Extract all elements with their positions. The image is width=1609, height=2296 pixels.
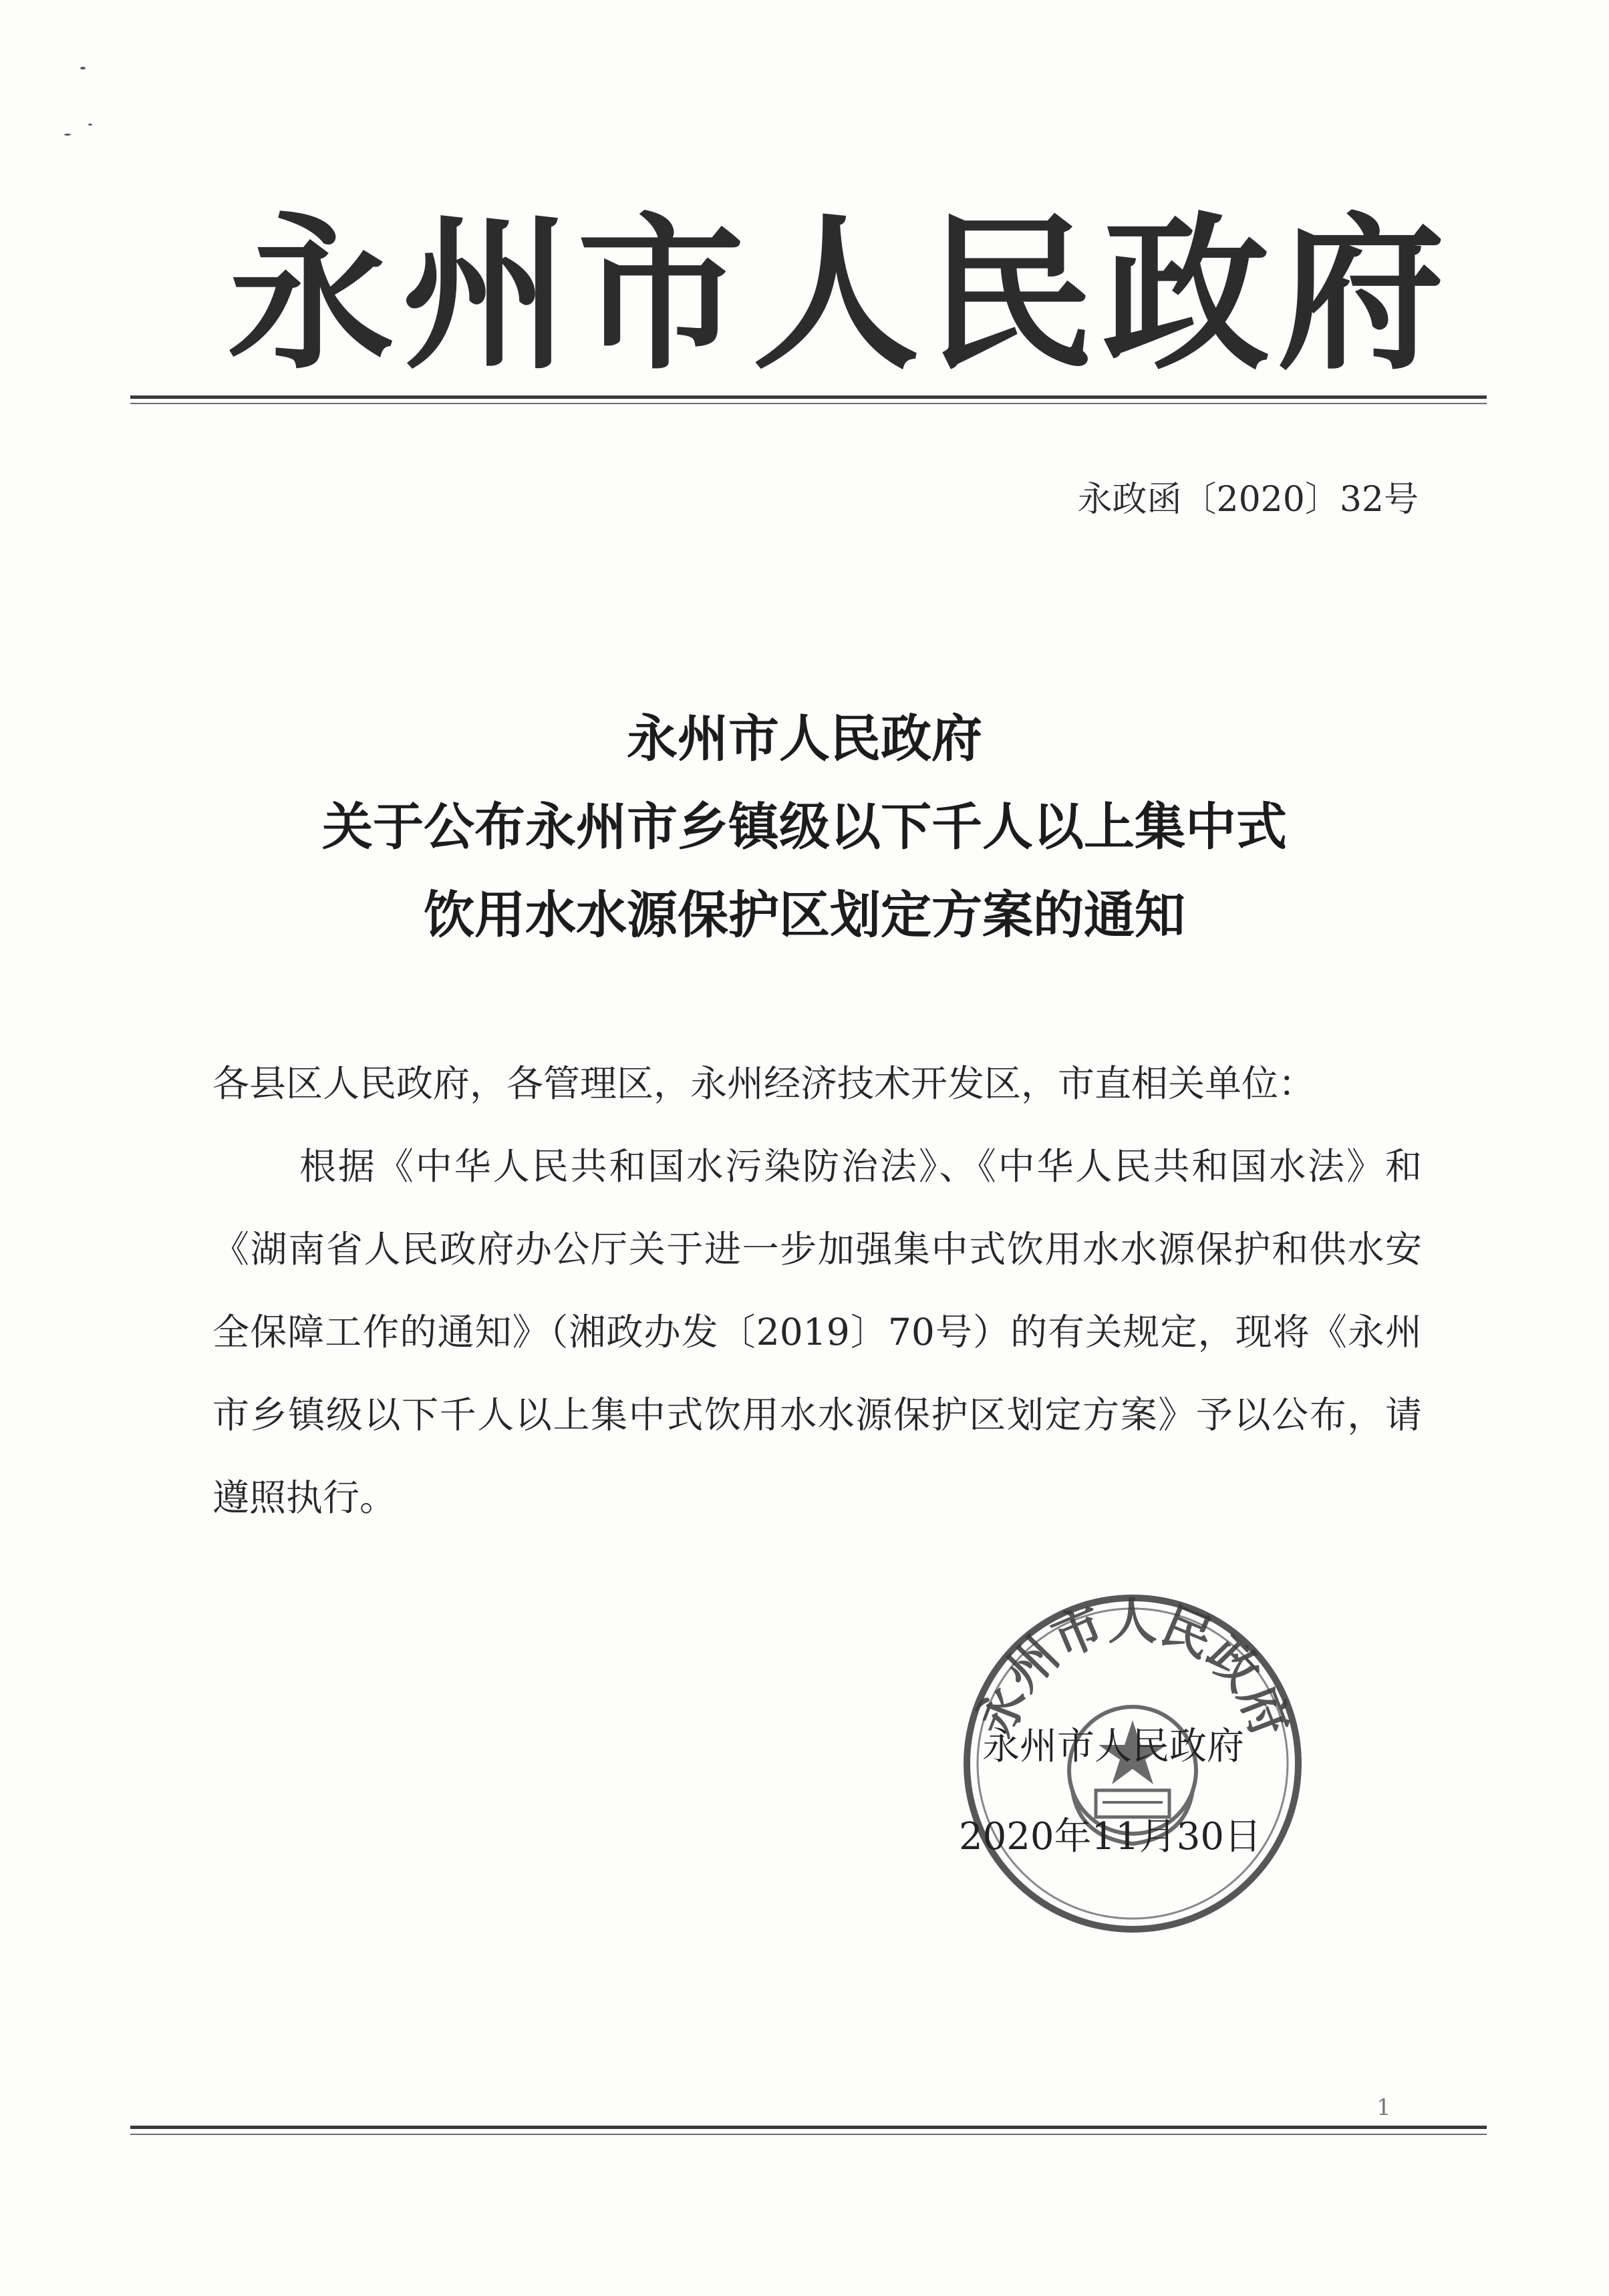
issue-date: 2020年11月30日 xyxy=(959,1815,1262,1858)
footer-rule-thin xyxy=(130,2134,1487,2135)
document-body xyxy=(212,1042,1422,1539)
document-title xyxy=(134,695,1475,959)
masthead-rule xyxy=(130,395,1487,399)
title-line-2: 关于公布永州市乡镇级以下千人以上集中式 xyxy=(322,797,1287,856)
scan-speck xyxy=(88,124,92,126)
footer-rule xyxy=(130,2126,1487,2129)
page-mark: 1 xyxy=(1376,2094,1391,2121)
issuer-signature: 永州市人民政府 xyxy=(982,1725,1244,1768)
title-line-3: 饮用水水源保护区划定方案的通知 xyxy=(424,885,1185,945)
seal-arc-text: 永州市人民政府 xyxy=(966,1593,1300,1745)
document-number: 永政函〔2020〕32号 xyxy=(1077,480,1419,520)
scan-speck xyxy=(64,134,71,136)
salutation: 各县区人民政府，各管理区，永州经济技术开发区，市直相关单位： xyxy=(212,1062,1316,1105)
masthead-title: 永州市人民政府 xyxy=(227,196,1453,392)
scan-speck xyxy=(80,67,86,69)
title-line-1: 永州市人民政府 xyxy=(627,709,982,768)
body-paragraph: 根据《中华人民共和国水污染防治法》、《中华人民共和国水法》和《湖南省人民政府办公厅关于进一步加强集中式饮用水水源保护和供水安全保障工作的通知》（湘政办发〔2019〕70号）的有关规定，现将《永州市乡镇级以下千人以上集中式饮用水水源保护区划定方案》予以公布，请遵照执行。 xyxy=(212,1145,1422,1519)
masthead-rule-thin xyxy=(130,403,1487,404)
